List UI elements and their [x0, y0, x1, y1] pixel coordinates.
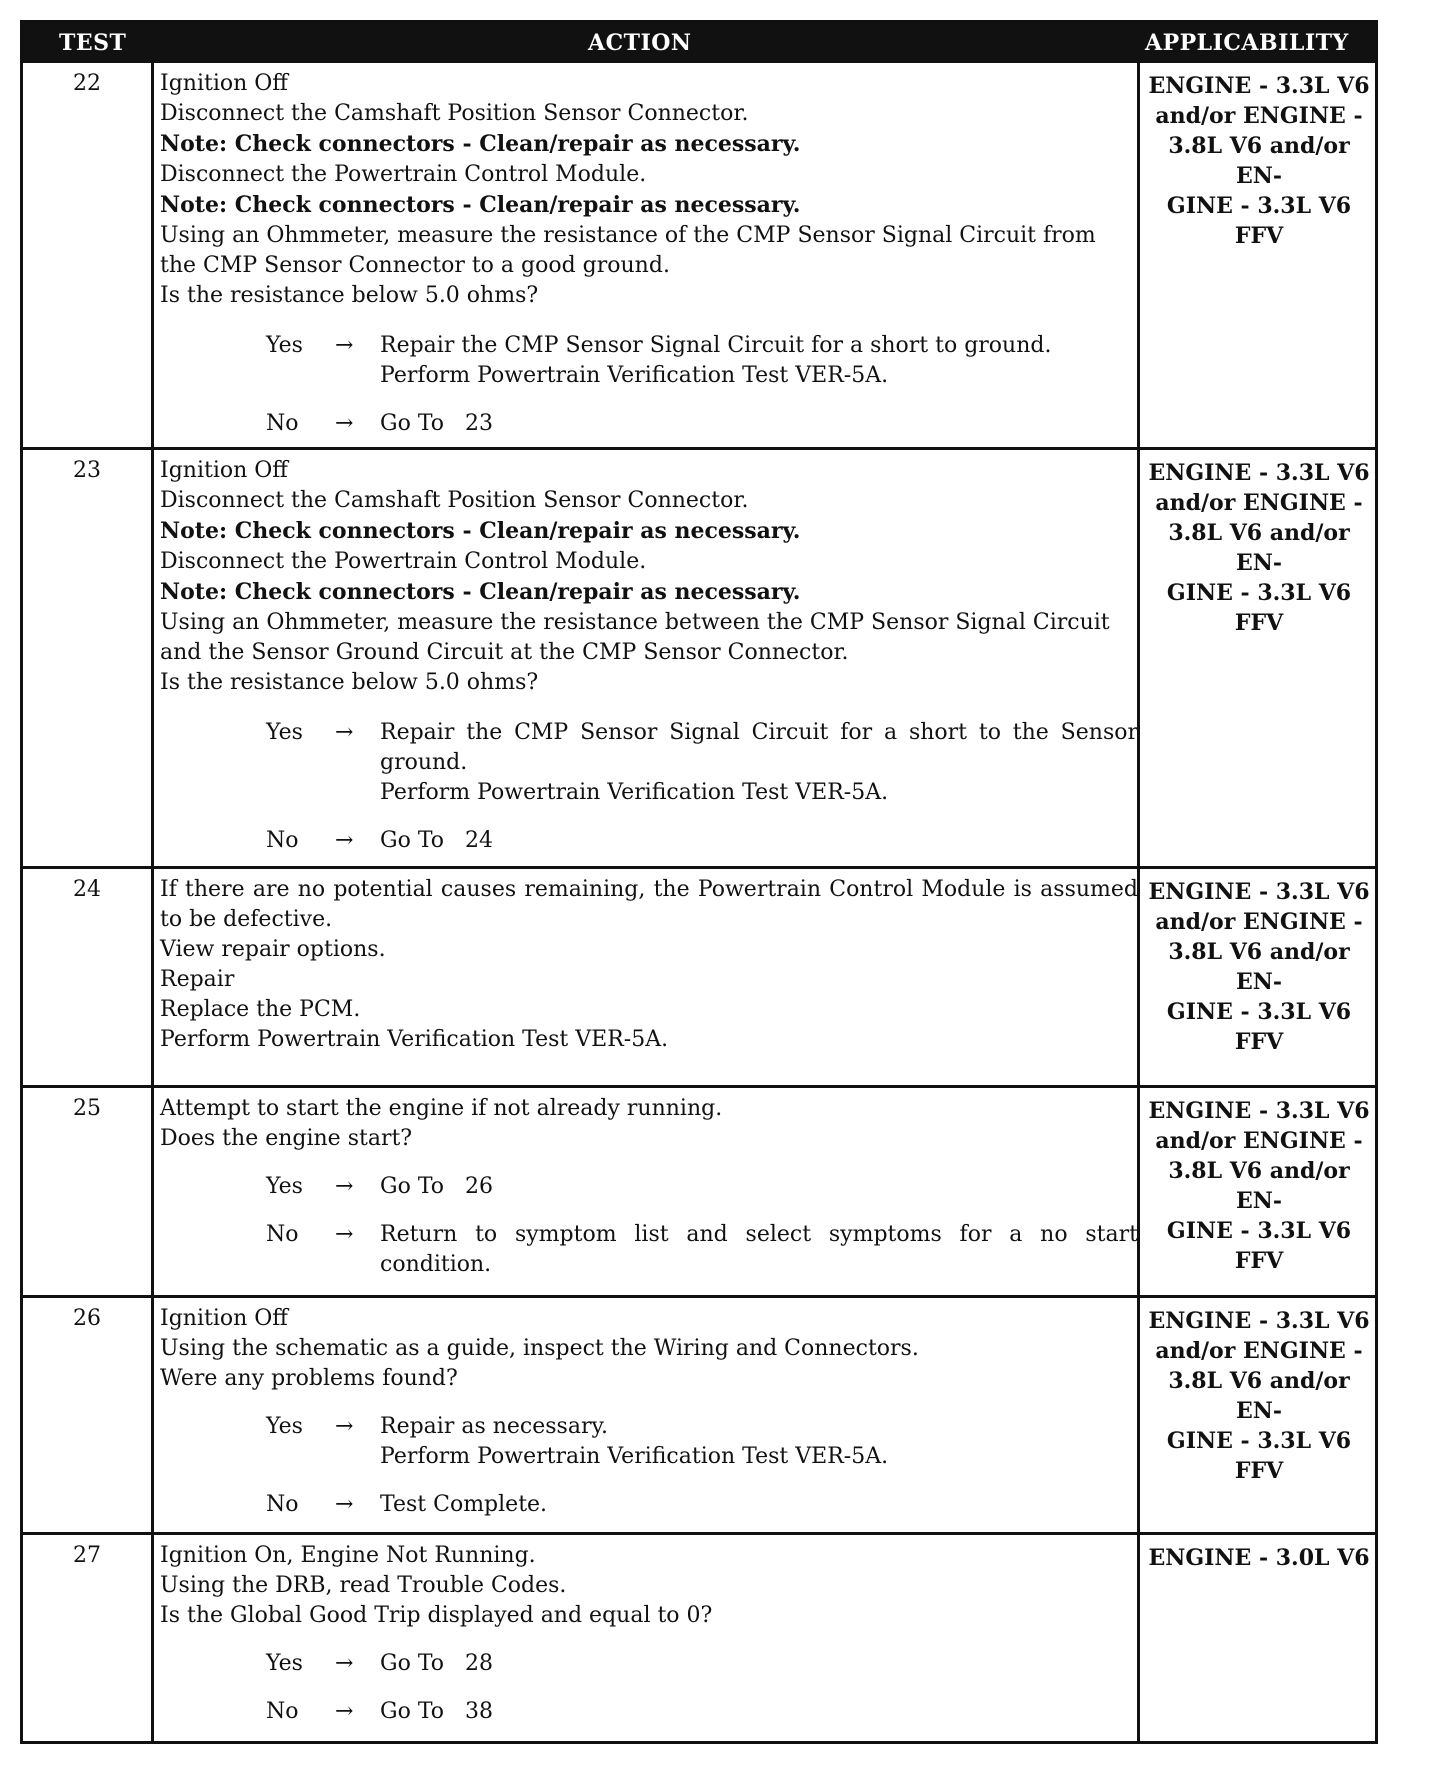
test-table — [20, 20, 1378, 1744]
action-line: Using the schematic as a guide, inspect the Wiring and Connectors. — [160, 1336, 919, 1361]
note-line: Note: Check connectors - Clean/repair as necessary. — [160, 579, 801, 605]
row-divider — [23, 447, 1375, 450]
applicability-cell: ENGINE - 3.3L V6 and/or ENGINE - 3.8L V6 and/or EN- GINE - 3.3L V6 FFV — [1148, 1098, 1370, 1274]
arrow-icon: → — [335, 333, 354, 358]
action-line: Disconnect the Powertrain Control Module. — [160, 549, 647, 574]
action-cell — [160, 875, 1138, 1055]
row-divider — [23, 1295, 1375, 1298]
arrow-icon: → — [335, 1492, 354, 1517]
action-cell — [160, 456, 1138, 856]
action-line: Ignition Off — [160, 71, 288, 96]
yes-option: Yes → Go To 26 — [160, 1172, 1138, 1202]
note-line: Note: Check connectors - Clean/repair as necessary. — [160, 131, 801, 157]
action-cell — [160, 1094, 1138, 1280]
test-number: 27 — [73, 1543, 101, 1568]
test-number: 26 — [73, 1306, 101, 1331]
action-line: If there are no potential causes remaining, the Powertrain Control Module is assumed to be defective. — [160, 877, 1138, 932]
repair-text: Perform Powertrain Verification Test VER-5A. — [160, 1027, 669, 1052]
test-number: 22 — [73, 71, 101, 96]
column-divider — [151, 23, 154, 1741]
row-divider — [23, 866, 1375, 869]
yes-option: Yes → Repair as necessary. Perform Powertrain Verification Test VER-5A. — [266, 1414, 889, 1469]
note-line: Note: Check connectors - Clean/repair as necessary. — [160, 192, 801, 218]
applicability-cell: ENGINE - 3.3L V6 and/or ENGINE - 3.8L V6 and/or EN- GINE - 3.3L V6 FFV — [1148, 460, 1370, 636]
applicability-cell: ENGINE - 3.0L V6 — [1148, 1545, 1370, 1571]
no-option: No → Test Complete. — [160, 1490, 1138, 1520]
applicability-cell: ENGINE - 3.3L V6 and/or ENGINE - 3.8L V6 and/or EN- GINE - 3.3L V6 FFV — [1148, 879, 1370, 1055]
action-line: Disconnect the Powertrain Control Module. — [160, 162, 647, 187]
applicability-cell: ENGINE - 3.3L V6 and/or ENGINE - 3.8L V6 and/or EN- GINE - 3.3L V6 FFV — [1148, 73, 1370, 249]
arrow-icon: → — [335, 720, 354, 745]
repair-text: Replace the PCM. — [160, 997, 361, 1022]
action-line: Using an Ohmmeter, measure the resistance of the CMP Sensor Signal Circuit from the CMP Sensor Connector to a good ground. — [160, 223, 1096, 278]
arrow-icon: → — [335, 1414, 354, 1439]
action-line: Disconnect the Camshaft Position Sensor Connector. — [160, 101, 749, 126]
question-line: Is the Global Good Trip displayed and equal to 0? — [160, 1603, 713, 1628]
question-line: Is the resistance below 5.0 ohms? — [160, 670, 539, 695]
no-option: No → Go To 23 — [160, 409, 1138, 439]
test-number: 23 — [73, 458, 101, 483]
action-cell — [160, 1304, 1138, 1520]
header-test: TEST — [59, 30, 127, 56]
header-action: ACTION — [588, 30, 692, 56]
no-option: No → Go To 38 — [160, 1697, 1138, 1727]
arrow-icon: → — [335, 411, 354, 436]
arrow-icon: → — [335, 1699, 354, 1724]
row-divider — [23, 1085, 1375, 1088]
test-number: 25 — [73, 1096, 101, 1121]
arrow-icon: → — [335, 1222, 354, 1247]
action-line: Ignition Off — [160, 458, 288, 483]
repair-label: Repair — [160, 967, 235, 992]
header-applicability: APPLICABILITY — [1145, 30, 1349, 56]
note-line: Note: Check connectors - Clean/repair as necessary. — [160, 518, 801, 544]
action-line: Ignition Off — [160, 1306, 288, 1331]
arrow-icon: → — [335, 828, 354, 853]
test-number: 24 — [73, 877, 101, 902]
table-header — [23, 23, 1375, 63]
yes-option: Yes → Go To 28 — [160, 1649, 1138, 1679]
arrow-icon: → — [335, 1651, 354, 1676]
question-line: Were any problems found? — [160, 1366, 458, 1391]
no-option: No → Return to symptom list and select symptoms for a no start condition. — [266, 1222, 1138, 1277]
action-line: Using the DRB, read Trouble Codes. — [160, 1573, 567, 1598]
yes-option: Yes → Repair the CMP Sensor Signal Circuit for a short to the Sensor ground. Perform Powertrain Verification Test VER-5A. — [266, 720, 1138, 805]
action-line: View repair options. — [160, 937, 386, 962]
action-line: Disconnect the Camshaft Position Sensor Connector. — [160, 488, 749, 513]
applicability-cell: ENGINE - 3.3L V6 and/or ENGINE - 3.8L V6 and/or EN- GINE - 3.3L V6 FFV — [1148, 1308, 1370, 1484]
question-line: Does the engine start? — [160, 1126, 413, 1151]
no-option: No → Go To 24 — [160, 826, 1138, 856]
action-line: Attempt to start the engine if not already running. — [160, 1096, 723, 1121]
action-line: Ignition On, Engine Not Running. — [160, 1543, 536, 1568]
question-line: Is the resistance below 5.0 ohms? — [160, 283, 539, 308]
action-cell — [160, 69, 1138, 439]
action-cell — [160, 1541, 1138, 1727]
row-divider — [23, 1532, 1375, 1535]
arrow-icon: → — [335, 1174, 354, 1199]
action-line: Using an Ohmmeter, measure the resistance between the CMP Sensor Signal Circuit and the Sensor Ground Circuit at the CMP Sensor Connector. — [160, 610, 1110, 665]
yes-option: Yes → Repair the CMP Sensor Signal Circuit for a short to ground. Perform Powertrain Verification Test VER-5A. — [266, 333, 1052, 388]
